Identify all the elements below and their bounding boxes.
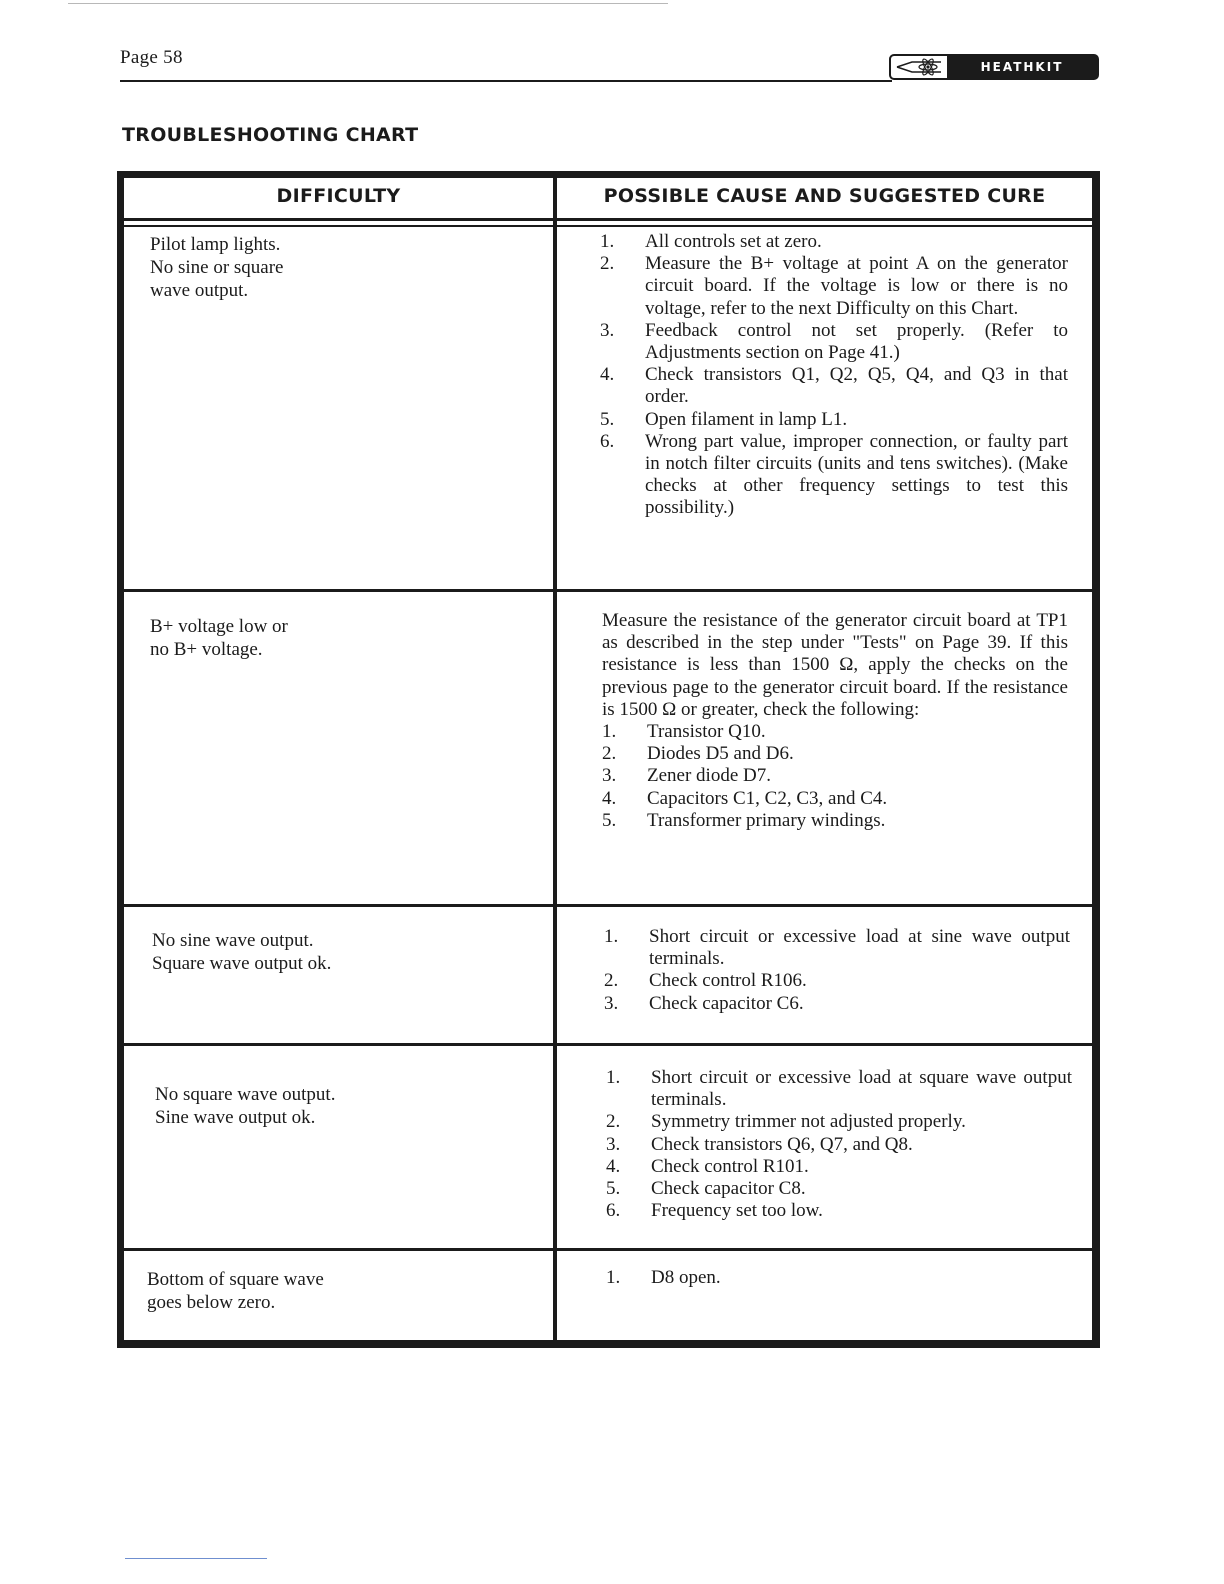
cause-item [606, 1156, 1072, 1178]
cause-item [600, 231, 1068, 253]
cause-text: Feedback control not set properly. (Refer to Adjustments section on Page 41.) [645, 319, 1068, 364]
cause-item [606, 1200, 1072, 1222]
difficulty-line: Bottom of square wave [147, 1269, 324, 1290]
difficulty-line: No sine or square [150, 257, 284, 278]
atom-emblem-icon [891, 56, 947, 78]
cause-number: 4. [602, 787, 617, 809]
cause-text: Check transistors Q6, Q7, and Q8. [651, 1133, 913, 1155]
cause-item [600, 253, 1068, 320]
row-divider [117, 1043, 1100, 1046]
cause-list [602, 721, 1068, 832]
cause-list [606, 1067, 1072, 1222]
row-divider [117, 589, 1100, 592]
row-divider [117, 904, 1100, 907]
difficulty-cell [147, 1268, 324, 1314]
difficulty-line: Square wave output ok. [152, 953, 332, 974]
cause-number: 5. [602, 809, 617, 831]
column-header-cause: POSSIBLE CAUSE AND SUGGESTED CURE [603, 185, 1046, 207]
cause-number: 3. [602, 765, 617, 787]
column-header-difficulty: DIFFICULTY [276, 185, 401, 207]
difficulty-line: Sine wave output ok. [155, 1107, 316, 1128]
cause-number: 1. [606, 1267, 621, 1288]
cause-cell [606, 1067, 1072, 1222]
cause-number: 1. [602, 721, 617, 743]
cause-number: 2. [604, 970, 619, 992]
cause-number: 2. [602, 743, 617, 765]
difficulty-cell [150, 615, 288, 661]
cause-number: 1. [600, 231, 615, 252]
cause-item [606, 1134, 1072, 1156]
cause-cell [606, 1267, 1072, 1289]
header-divider [117, 225, 1100, 227]
difficulty-cell [150, 233, 284, 302]
cause-number: 3. [606, 1133, 621, 1155]
cause-text: Zener diode D7. [647, 765, 771, 787]
cause-item [606, 1067, 1072, 1111]
chart-title: TROUBLESHOOTING CHART [122, 124, 419, 146]
cause-text: Wrong part value, improper connection, or faulty part in notch filter circuits (units and tens switches). (Make checks at other frequency settings to test this possibility.) [645, 430, 1068, 519]
cause-text: Check control R106. [649, 970, 807, 992]
header-divider [117, 218, 1100, 221]
cause-intro: Measure the resistance of the generator circuit board at TP1 as described in the step under "Tests" on Page 39. If this resistance is less than 1500 Ω, apply the checks on the previous page to the generator circuit board. If the resistance is 1500 Ω or greater, check the following: [602, 610, 1068, 720]
scan-edge-line [125, 1558, 267, 1559]
cause-item [606, 1178, 1072, 1200]
cause-number: 5. [606, 1178, 621, 1200]
cause-item [600, 320, 1068, 364]
cause-text: Short circuit or excessive load at sine wave output terminals. [649, 926, 1070, 970]
cause-text: Short circuit or excessive load at square wave output terminals. [651, 1067, 1072, 1111]
cause-item [602, 765, 1068, 787]
cause-item [602, 721, 1068, 743]
cause-text: Capacitors C1, C2, C3, and C4. [647, 787, 888, 809]
difficulty-cell [155, 1083, 335, 1129]
cause-item [600, 364, 1068, 408]
cause-item [604, 970, 1070, 992]
cause-text: Measure the B+ voltage at point A on the generator circuit board. If the voltage is low or there is no voltage, refer to the next Difficulty on this Chart. [645, 253, 1068, 319]
difficulty-line: No square wave output. [155, 1084, 336, 1105]
difficulty-line: no B+ voltage. [150, 639, 263, 660]
brand-logo [889, 54, 1099, 80]
cause-text: Symmetry trimmer not adjusted properly. [651, 1111, 966, 1133]
cause-item [604, 993, 1070, 1015]
cause-list [604, 926, 1070, 1015]
cause-text: Check capacitor C6. [649, 992, 804, 1014]
cause-number: 3. [600, 319, 615, 341]
cause-text: Transistor Q10. [647, 721, 766, 743]
difficulty-cell [152, 929, 331, 975]
brand-name: HEATHKIT [947, 56, 1097, 78]
table-border-right [1092, 171, 1100, 1348]
header-rule [120, 80, 892, 82]
difficulty-line: Pilot lamp lights. [150, 234, 281, 255]
cause-item [606, 1267, 1072, 1289]
cause-text: Diodes D5 and D6. [647, 743, 794, 765]
cause-number: 6. [600, 430, 615, 452]
cause-list [606, 1267, 1072, 1289]
row-divider [117, 1248, 1100, 1251]
cause-text: Open filament in lamp L1. [645, 408, 848, 430]
cause-text: All controls set at zero. [645, 231, 822, 252]
cause-item [606, 1111, 1072, 1133]
cause-item [600, 409, 1068, 431]
cause-number: 1. [604, 926, 619, 947]
cause-item [604, 926, 1070, 970]
cause-number: 4. [606, 1155, 621, 1177]
cause-cell [604, 926, 1070, 1015]
difficulty-line: No sine wave output. [152, 930, 314, 951]
table-border-left [117, 171, 124, 1348]
cause-number: 3. [604, 992, 619, 1014]
cause-list [600, 231, 1068, 520]
cause-text: Frequency set too low. [651, 1200, 823, 1222]
table-border-bottom [117, 1340, 1100, 1348]
difficulty-line: B+ voltage low or [150, 616, 288, 637]
cause-item [602, 810, 1068, 832]
cause-number: 4. [600, 364, 615, 386]
scan-edge-line [68, 3, 668, 4]
cause-text: Check transistors Q1, Q2, Q5, Q4, and Q3 in that order. [645, 364, 1068, 408]
cause-cell [602, 610, 1068, 832]
cause-item [602, 743, 1068, 765]
cause-text: Check control R101. [651, 1155, 809, 1177]
cause-item [602, 788, 1068, 810]
difficulty-line: goes below zero. [147, 1292, 276, 1313]
page-number: Page 58 [120, 47, 183, 68]
cause-number: 1. [606, 1067, 621, 1088]
cause-number: 2. [606, 1111, 621, 1133]
cause-cell [600, 231, 1068, 520]
cause-number: 5. [600, 408, 615, 430]
column-divider [553, 171, 557, 1348]
cause-number: 6. [606, 1200, 621, 1222]
cause-item [600, 431, 1068, 520]
cause-text: D8 open. [651, 1267, 721, 1288]
difficulty-line: wave output. [150, 280, 249, 301]
cause-number: 2. [600, 253, 615, 275]
cause-text: Transformer primary windings. [647, 809, 886, 831]
cause-text: Check capacitor C8. [651, 1178, 806, 1200]
table-border-top [117, 171, 1100, 178]
